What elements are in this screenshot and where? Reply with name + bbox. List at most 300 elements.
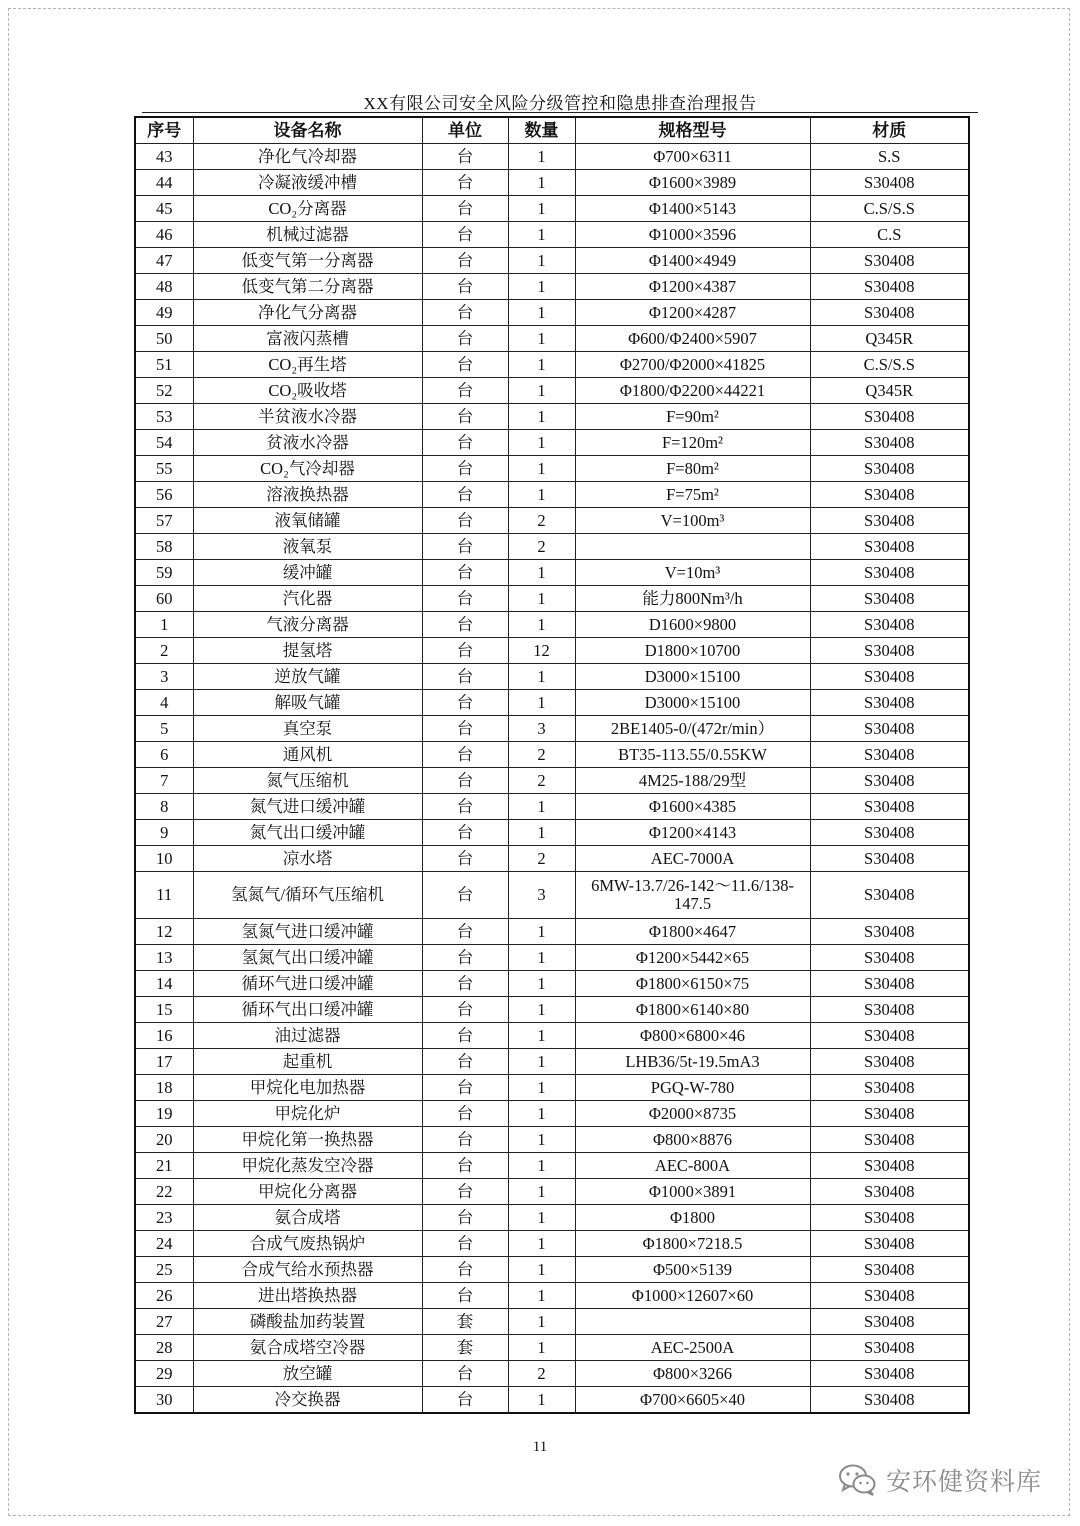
cell-quantity: 1 [508, 664, 575, 690]
cell-unit: 台 [422, 1049, 508, 1075]
cell-equipment-name: CO₂吸收塔 [193, 378, 422, 404]
cell-equipment-name: 循环气进口缓冲罐 [193, 971, 422, 997]
cell-material: S30408 [810, 971, 969, 997]
table-row [135, 768, 969, 794]
cell-model: Φ600/Φ2400×5907 [575, 326, 810, 352]
cell-unit: 台 [422, 612, 508, 638]
cell-unit: 台 [422, 508, 508, 534]
cell-index: 44 [135, 170, 193, 196]
table-row [135, 170, 969, 196]
cell-model: PGQ-W-780 [575, 1075, 810, 1101]
cell-quantity: 1 [508, 1283, 575, 1309]
cell-equipment-name: 磷酸盐加药装置 [193, 1309, 422, 1335]
cell-index: 52 [135, 378, 193, 404]
table-row [135, 378, 969, 404]
cell-model: V=10m³ [575, 560, 810, 586]
cell-equipment-name: 放空罐 [193, 1361, 422, 1387]
cell-index: 45 [135, 196, 193, 222]
cell-quantity: 1 [508, 1101, 575, 1127]
cell-index: 2 [135, 638, 193, 664]
cell-material: S30408 [810, 612, 969, 638]
cell-unit: 台 [422, 222, 508, 248]
cell-material: C.S/S.S [810, 196, 969, 222]
cell-unit: 台 [422, 378, 508, 404]
cell-material: S30408 [810, 664, 969, 690]
cell-material: S30408 [810, 170, 969, 196]
cell-equipment-name: 半贫液水冷器 [193, 404, 422, 430]
cell-equipment-name: 甲烷化电加热器 [193, 1075, 422, 1101]
cell-model: AEC-2500A [575, 1335, 810, 1361]
table-row [135, 196, 969, 222]
cell-equipment-name: 解吸气罐 [193, 690, 422, 716]
cell-index: 22 [135, 1179, 193, 1205]
cell-material: S30408 [810, 1387, 969, 1414]
table-row [135, 300, 969, 326]
cell-quantity: 12 [508, 638, 575, 664]
cell-material: S30408 [810, 248, 969, 274]
cell-model: D1800×10700 [575, 638, 810, 664]
cell-unit: 台 [422, 482, 508, 508]
cell-index: 29 [135, 1361, 193, 1387]
cell-unit: 台 [422, 1361, 508, 1387]
cell-model: Φ1000×12607×60 [575, 1283, 810, 1309]
cell-unit: 台 [422, 196, 508, 222]
cell-model: Φ800×3266 [575, 1361, 810, 1387]
cell-model: Φ1600×3989 [575, 170, 810, 196]
cell-equipment-name: 氮气进口缓冲罐 [193, 794, 422, 820]
cell-equipment-name: 合成气废热锅炉 [193, 1231, 422, 1257]
cell-material: S30408 [810, 1179, 969, 1205]
cell-unit: 台 [422, 971, 508, 997]
cell-equipment-name: 液氧泵 [193, 534, 422, 560]
cell-equipment-name: 真空泵 [193, 716, 422, 742]
cell-model: Φ1400×4949 [575, 248, 810, 274]
cell-equipment-name: 液氧储罐 [193, 508, 422, 534]
cell-quantity: 2 [508, 508, 575, 534]
cell-index: 12 [135, 919, 193, 945]
cell-index: 59 [135, 560, 193, 586]
cell-unit: 台 [422, 1075, 508, 1101]
cell-material: C.S/S.S [810, 352, 969, 378]
cell-quantity: 1 [508, 971, 575, 997]
cell-quantity: 3 [508, 716, 575, 742]
cell-material: S30408 [810, 846, 969, 872]
cell-index: 1 [135, 612, 193, 638]
cell-model: Φ1200×4287 [575, 300, 810, 326]
cell-material: S30408 [810, 1361, 969, 1387]
cell-equipment-name: 净化气冷却器 [193, 144, 422, 170]
table-row [135, 1179, 969, 1205]
cell-unit: 台 [422, 716, 508, 742]
cell-index: 8 [135, 794, 193, 820]
cell-index: 56 [135, 482, 193, 508]
cell-model: 4M25-188/29型 [575, 768, 810, 794]
cell-quantity: 1 [508, 1075, 575, 1101]
table-row [135, 352, 969, 378]
table-row [135, 820, 969, 846]
cell-unit: 台 [422, 919, 508, 945]
cell-index: 6 [135, 742, 193, 768]
cell-unit: 台 [422, 430, 508, 456]
table-header-row [135, 117, 969, 144]
cell-unit: 台 [422, 768, 508, 794]
table-row [135, 222, 969, 248]
cell-quantity: 1 [508, 1309, 575, 1335]
cell-equipment-name: 缓冲罐 [193, 560, 422, 586]
cell-material: S30408 [810, 820, 969, 846]
cell-unit: 台 [422, 820, 508, 846]
cell-equipment-name: 气液分离器 [193, 612, 422, 638]
cell-unit: 台 [422, 352, 508, 378]
cell-equipment-name: 溶液换热器 [193, 482, 422, 508]
cell-index: 54 [135, 430, 193, 456]
table-row [135, 1361, 969, 1387]
cell-quantity: 1 [508, 690, 575, 716]
cell-index: 5 [135, 716, 193, 742]
table-row [135, 664, 969, 690]
cell-quantity: 3 [508, 872, 575, 919]
col-header-quantity: 数量 [508, 117, 575, 144]
table-row [135, 274, 969, 300]
cell-unit: 台 [422, 690, 508, 716]
cell-model: AEC-7000A [575, 846, 810, 872]
table-row [135, 326, 969, 352]
table-row [135, 997, 969, 1023]
cell-quantity: 1 [508, 144, 575, 170]
report-title: XX有限公司安全风险分级管控和隐患排查治理报告 [363, 94, 757, 113]
table-row [135, 690, 969, 716]
cell-equipment-name: 氢氮气进口缓冲罐 [193, 919, 422, 945]
cell-unit: 台 [422, 404, 508, 430]
cell-equipment-name: 氨合成塔 [193, 1205, 422, 1231]
cell-model: Φ2000×8735 [575, 1101, 810, 1127]
cell-index: 47 [135, 248, 193, 274]
cell-quantity: 1 [508, 352, 575, 378]
cell-model: F=90m² [575, 404, 810, 430]
cell-equipment-name: CO₂气冷却器 [193, 456, 422, 482]
cell-unit: 台 [422, 560, 508, 586]
cell-model: F=120m² [575, 430, 810, 456]
table-row [135, 794, 969, 820]
cell-unit: 台 [422, 1283, 508, 1309]
cell-material: S30408 [810, 945, 969, 971]
table-row [135, 1283, 969, 1309]
cell-unit: 台 [422, 248, 508, 274]
table-row [135, 404, 969, 430]
cell-model: F=75m² [575, 482, 810, 508]
watermark [838, 1460, 1042, 1500]
cell-unit: 台 [422, 794, 508, 820]
cell-quantity: 1 [508, 196, 575, 222]
cell-material: S.S [810, 144, 969, 170]
cell-quantity: 1 [508, 300, 575, 326]
cell-unit: 套 [422, 1309, 508, 1335]
table-row [135, 508, 969, 534]
table-row [135, 1387, 969, 1414]
cell-unit: 台 [422, 1231, 508, 1257]
cell-equipment-name: 油过滤器 [193, 1023, 422, 1049]
cell-index: 48 [135, 274, 193, 300]
cell-material: S30408 [810, 404, 969, 430]
cell-equipment-name: 低变气第一分离器 [193, 248, 422, 274]
cell-quantity: 1 [508, 612, 575, 638]
cell-quantity: 1 [508, 945, 575, 971]
cell-quantity: 1 [508, 1179, 575, 1205]
cell-material: Q345R [810, 378, 969, 404]
table-body [135, 144, 969, 1414]
cell-equipment-name: 甲烷化第一换热器 [193, 1127, 422, 1153]
cell-material: S30408 [810, 1049, 969, 1075]
cell-material: S30408 [810, 638, 969, 664]
cell-index: 19 [135, 1101, 193, 1127]
cell-equipment-name: CO₂分离器 [193, 196, 422, 222]
table-row [135, 872, 969, 919]
cell-material: S30408 [810, 1127, 969, 1153]
cell-quantity: 1 [508, 1127, 575, 1153]
cell-model: D1600×9800 [575, 612, 810, 638]
equipment-table [134, 116, 970, 1414]
cell-material: S30408 [810, 560, 969, 586]
wechat-icon [838, 1463, 878, 1497]
cell-material: S30408 [810, 430, 969, 456]
table-row [135, 1049, 969, 1075]
cell-quantity: 1 [508, 919, 575, 945]
cell-material: S30408 [810, 742, 969, 768]
cell-material: S30408 [810, 508, 969, 534]
cell-quantity: 1 [508, 248, 575, 274]
cell-model: Φ700×6311 [575, 144, 810, 170]
cell-unit: 台 [422, 664, 508, 690]
table-row [135, 1023, 969, 1049]
cell-index: 14 [135, 971, 193, 997]
cell-equipment-name: 氮气出口缓冲罐 [193, 820, 422, 846]
cell-material: S30408 [810, 1231, 969, 1257]
cell-index: 26 [135, 1283, 193, 1309]
cell-index: 9 [135, 820, 193, 846]
cell-equipment-name: 通风机 [193, 742, 422, 768]
cell-index: 18 [135, 1075, 193, 1101]
cell-quantity: 1 [508, 1205, 575, 1231]
cell-index: 3 [135, 664, 193, 690]
cell-model: 能力800Nm³/h [575, 586, 810, 612]
cell-unit: 台 [422, 945, 508, 971]
cell-material: S30408 [810, 1101, 969, 1127]
cell-index: 11 [135, 872, 193, 919]
cell-material: S30408 [810, 482, 969, 508]
table-row [135, 716, 969, 742]
cell-unit: 台 [422, 997, 508, 1023]
cell-index: 58 [135, 534, 193, 560]
cell-quantity: 2 [508, 846, 575, 872]
table-row [135, 1335, 969, 1361]
cell-index: 13 [135, 945, 193, 971]
cell-unit: 台 [422, 1127, 508, 1153]
table-row [135, 482, 969, 508]
cell-model: Φ700×6605×40 [575, 1387, 810, 1414]
table-row [135, 456, 969, 482]
table-row [135, 144, 969, 170]
cell-model: F=80m² [575, 456, 810, 482]
cell-model [575, 534, 810, 560]
col-header-index: 序号 [135, 117, 193, 144]
cell-unit: 台 [422, 144, 508, 170]
cell-index: 43 [135, 144, 193, 170]
col-header-unit: 单位 [422, 117, 508, 144]
cell-equipment-name: 甲烷化蒸发空冷器 [193, 1153, 422, 1179]
table-row [135, 945, 969, 971]
cell-material: S30408 [810, 997, 969, 1023]
cell-model: Φ1000×3891 [575, 1179, 810, 1205]
table-row [135, 586, 969, 612]
page-number: 11 [532, 1439, 548, 1455]
cell-quantity: 2 [508, 1361, 575, 1387]
cell-unit: 台 [422, 586, 508, 612]
table-row [135, 560, 969, 586]
cell-equipment-name: 净化气分离器 [193, 300, 422, 326]
table-row [135, 1075, 969, 1101]
cell-material: S30408 [810, 794, 969, 820]
cell-index: 7 [135, 768, 193, 794]
table-row [135, 430, 969, 456]
cell-unit: 台 [422, 534, 508, 560]
table-row [135, 534, 969, 560]
cell-index: 28 [135, 1335, 193, 1361]
cell-quantity: 2 [508, 534, 575, 560]
cell-quantity: 1 [508, 430, 575, 456]
cell-equipment-name: 低变气第二分离器 [193, 274, 422, 300]
cell-unit: 台 [422, 170, 508, 196]
cell-model [575, 1309, 810, 1335]
table-row [135, 1231, 969, 1257]
cell-index: 23 [135, 1205, 193, 1231]
table-row [135, 846, 969, 872]
cell-quantity: 1 [508, 274, 575, 300]
cell-index: 20 [135, 1127, 193, 1153]
cell-model: 2BE1405-0/(472r/min） [575, 716, 810, 742]
cell-quantity: 1 [508, 1335, 575, 1361]
table-row [135, 1205, 969, 1231]
cell-material: S30408 [810, 1309, 969, 1335]
cell-equipment-name: 贫液水冷器 [193, 430, 422, 456]
cell-index: 55 [135, 456, 193, 482]
cell-equipment-name: 富液闪蒸槽 [193, 326, 422, 352]
cell-quantity: 1 [508, 456, 575, 482]
cell-equipment-name: CO₂再生塔 [193, 352, 422, 378]
cell-quantity: 1 [508, 997, 575, 1023]
cell-material: S30408 [810, 456, 969, 482]
table-row [135, 742, 969, 768]
cell-quantity: 2 [508, 768, 575, 794]
cell-unit: 台 [422, 1153, 508, 1179]
cell-index: 10 [135, 846, 193, 872]
cell-unit: 台 [422, 742, 508, 768]
cell-equipment-name: 甲烷化分离器 [193, 1179, 422, 1205]
cell-equipment-name: 氢氮气出口缓冲罐 [193, 945, 422, 971]
cell-equipment-name: 机械过滤器 [193, 222, 422, 248]
cell-material: S30408 [810, 716, 969, 742]
watermark-text: 安环健资料库 [886, 1467, 1043, 1496]
cell-equipment-name: 氨合成塔空冷器 [193, 1335, 422, 1361]
cell-unit: 台 [422, 300, 508, 326]
cell-quantity: 1 [508, 1049, 575, 1075]
table-row [135, 612, 969, 638]
table-row [135, 638, 969, 664]
cell-equipment-name: 进出塔换热器 [193, 1283, 422, 1309]
col-header-material: 材质 [810, 117, 969, 144]
cell-model: Φ1800×6140×80 [575, 997, 810, 1023]
cell-unit: 台 [422, 846, 508, 872]
cell-index: 27 [135, 1309, 193, 1335]
cell-model: Φ1800/Φ2200×44221 [575, 378, 810, 404]
cell-model: V=100m³ [575, 508, 810, 534]
cell-quantity: 1 [508, 560, 575, 586]
cell-quantity: 1 [508, 222, 575, 248]
table-row [135, 971, 969, 997]
cell-quantity: 1 [508, 586, 575, 612]
cell-material: S30408 [810, 1283, 969, 1309]
cell-equipment-name: 凉水塔 [193, 846, 422, 872]
cell-material: S30408 [810, 1075, 969, 1101]
cell-equipment-name: 甲烷化炉 [193, 1101, 422, 1127]
cell-model: BT35-113.55/0.55KW [575, 742, 810, 768]
cell-model: Φ1200×5442×65 [575, 945, 810, 971]
cell-material: S30408 [810, 1153, 969, 1179]
table-row [135, 1309, 969, 1335]
cell-quantity: 1 [508, 794, 575, 820]
cell-material: S30408 [810, 1257, 969, 1283]
cell-quantity: 1 [508, 1231, 575, 1257]
cell-model: Φ800×6800×46 [575, 1023, 810, 1049]
cell-model: 6MW-13.7/26-142～11.6/138-147.5 [575, 872, 810, 919]
cell-material: C.S [810, 222, 969, 248]
cell-equipment-name: 氮气压缩机 [193, 768, 422, 794]
cell-model: Φ1600×4385 [575, 794, 810, 820]
cell-unit: 台 [422, 638, 508, 664]
cell-equipment-name: 合成气给水预热器 [193, 1257, 422, 1283]
table-row [135, 1257, 969, 1283]
cell-model: Φ1800 [575, 1205, 810, 1231]
cell-index: 24 [135, 1231, 193, 1257]
cell-unit: 台 [422, 274, 508, 300]
cell-quantity: 1 [508, 404, 575, 430]
cell-model: Φ1000×3596 [575, 222, 810, 248]
cell-unit: 套 [422, 1335, 508, 1361]
cell-model: D3000×15100 [575, 690, 810, 716]
cell-model: AEC-800A [575, 1153, 810, 1179]
cell-material: S30408 [810, 274, 969, 300]
cell-equipment-name: 冷交换器 [193, 1387, 422, 1414]
cell-index: 15 [135, 997, 193, 1023]
cell-model: Φ1200×4387 [575, 274, 810, 300]
cell-index: 30 [135, 1387, 193, 1414]
cell-unit: 台 [422, 1101, 508, 1127]
cell-material: S30408 [810, 534, 969, 560]
cell-quantity: 1 [508, 820, 575, 846]
cell-quantity: 1 [508, 170, 575, 196]
cell-equipment-name: 汽化器 [193, 586, 422, 612]
cell-material: S30408 [810, 300, 969, 326]
cell-material: S30408 [810, 690, 969, 716]
cell-model: Φ1800×7218.5 [575, 1231, 810, 1257]
cell-material: S30408 [810, 872, 969, 919]
cell-model: Φ500×5139 [575, 1257, 810, 1283]
cell-material: S30408 [810, 1205, 969, 1231]
cell-quantity: 2 [508, 742, 575, 768]
cell-model: Φ1400×5143 [575, 196, 810, 222]
cell-equipment-name: 起重机 [193, 1049, 422, 1075]
cell-index: 46 [135, 222, 193, 248]
cell-quantity: 1 [508, 1023, 575, 1049]
